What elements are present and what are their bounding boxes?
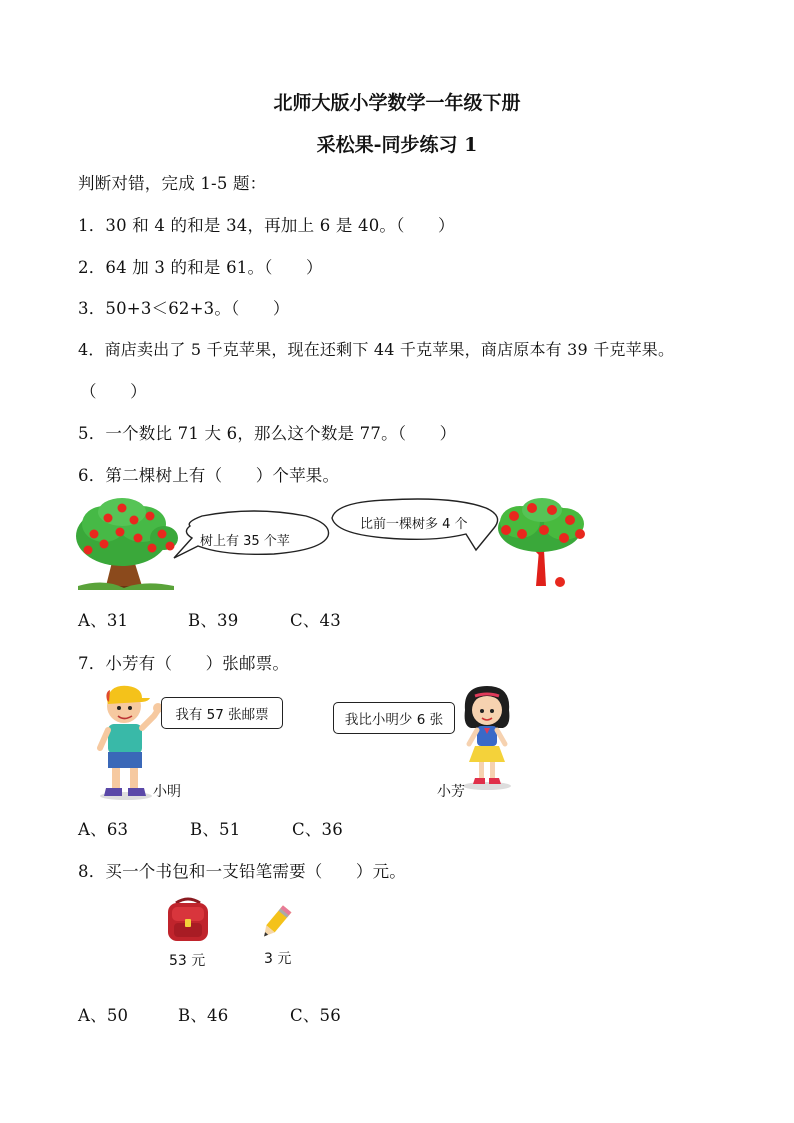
- question-6: 6．第二棵树上有（ ）个苹果。: [78, 466, 340, 485]
- q8-option-a[interactable]: A、50: [78, 1006, 129, 1025]
- question-4-answer-paren: （ ）: [80, 382, 147, 401]
- q8-options: [78, 1002, 341, 1026]
- apple-tree-right-icon: [498, 498, 585, 587]
- bag-price-label: 53 元: [169, 953, 206, 969]
- page-title: 北师大版小学数学一年级下册: [273, 92, 521, 114]
- question-5: 5．一个数比 71 大 6，那么这个数是 77。（ ）: [78, 424, 457, 443]
- q6-option-c[interactable]: C、43: [290, 611, 341, 630]
- q6-bubble-right-text: 比前一棵树多 4 个: [360, 517, 468, 532]
- q7-option-c[interactable]: C、36: [292, 820, 343, 839]
- q6-options: [78, 607, 341, 631]
- q7-options: [78, 816, 343, 840]
- q8-option-b[interactable]: B、46: [178, 1006, 229, 1025]
- q6-option-b[interactable]: B、39: [188, 611, 239, 630]
- pencil-price-label: 3 元: [264, 951, 292, 967]
- q7-option-b[interactable]: B、51: [190, 820, 241, 839]
- apple-tree-left-icon: [76, 498, 178, 590]
- q8-option-c[interactable]: C、56: [290, 1006, 341, 1025]
- question-1: 1．30 和 4 的和是 34，再加上 6 是 40。（ ）: [78, 216, 455, 235]
- girl-xiaofang-icon: [455, 682, 517, 790]
- question-8: 8．买一个书包和一支铅笔需要（ ）元。: [78, 862, 406, 881]
- q7-box-right: 我比小明少 6 张: [333, 702, 455, 734]
- q6-illustration: [74, 494, 604, 594]
- q6-option-a[interactable]: A、31: [78, 611, 129, 630]
- girl-name-label: 小芳: [437, 784, 465, 800]
- q6-bubble-left-text: 树上有 35 个苹: [200, 534, 290, 549]
- q7-box-left: 我有 57 张邮票: [161, 697, 283, 729]
- q7-option-a[interactable]: A、63: [78, 820, 129, 839]
- instruction: 判断对错，完成 1-5 题：: [78, 174, 267, 193]
- question-7: 7．小芳有（ ）张邮票。: [78, 654, 290, 673]
- page-subtitle: 采松果-同步练习 1: [316, 134, 478, 156]
- boy-name-label: 小明: [153, 784, 181, 800]
- question-2: 2．64 加 3 的和是 61。（ ）: [78, 258, 323, 277]
- question-4: 4．商店卖出了 5 千克苹果，现在还剩下 44 千克苹果，商店原本有 39 千克苹果。: [78, 340, 675, 359]
- schoolbag-icon: [164, 895, 212, 945]
- pencil-icon: [258, 905, 294, 941]
- question-3: 3．50+3＜62+3。（ ）: [78, 299, 290, 318]
